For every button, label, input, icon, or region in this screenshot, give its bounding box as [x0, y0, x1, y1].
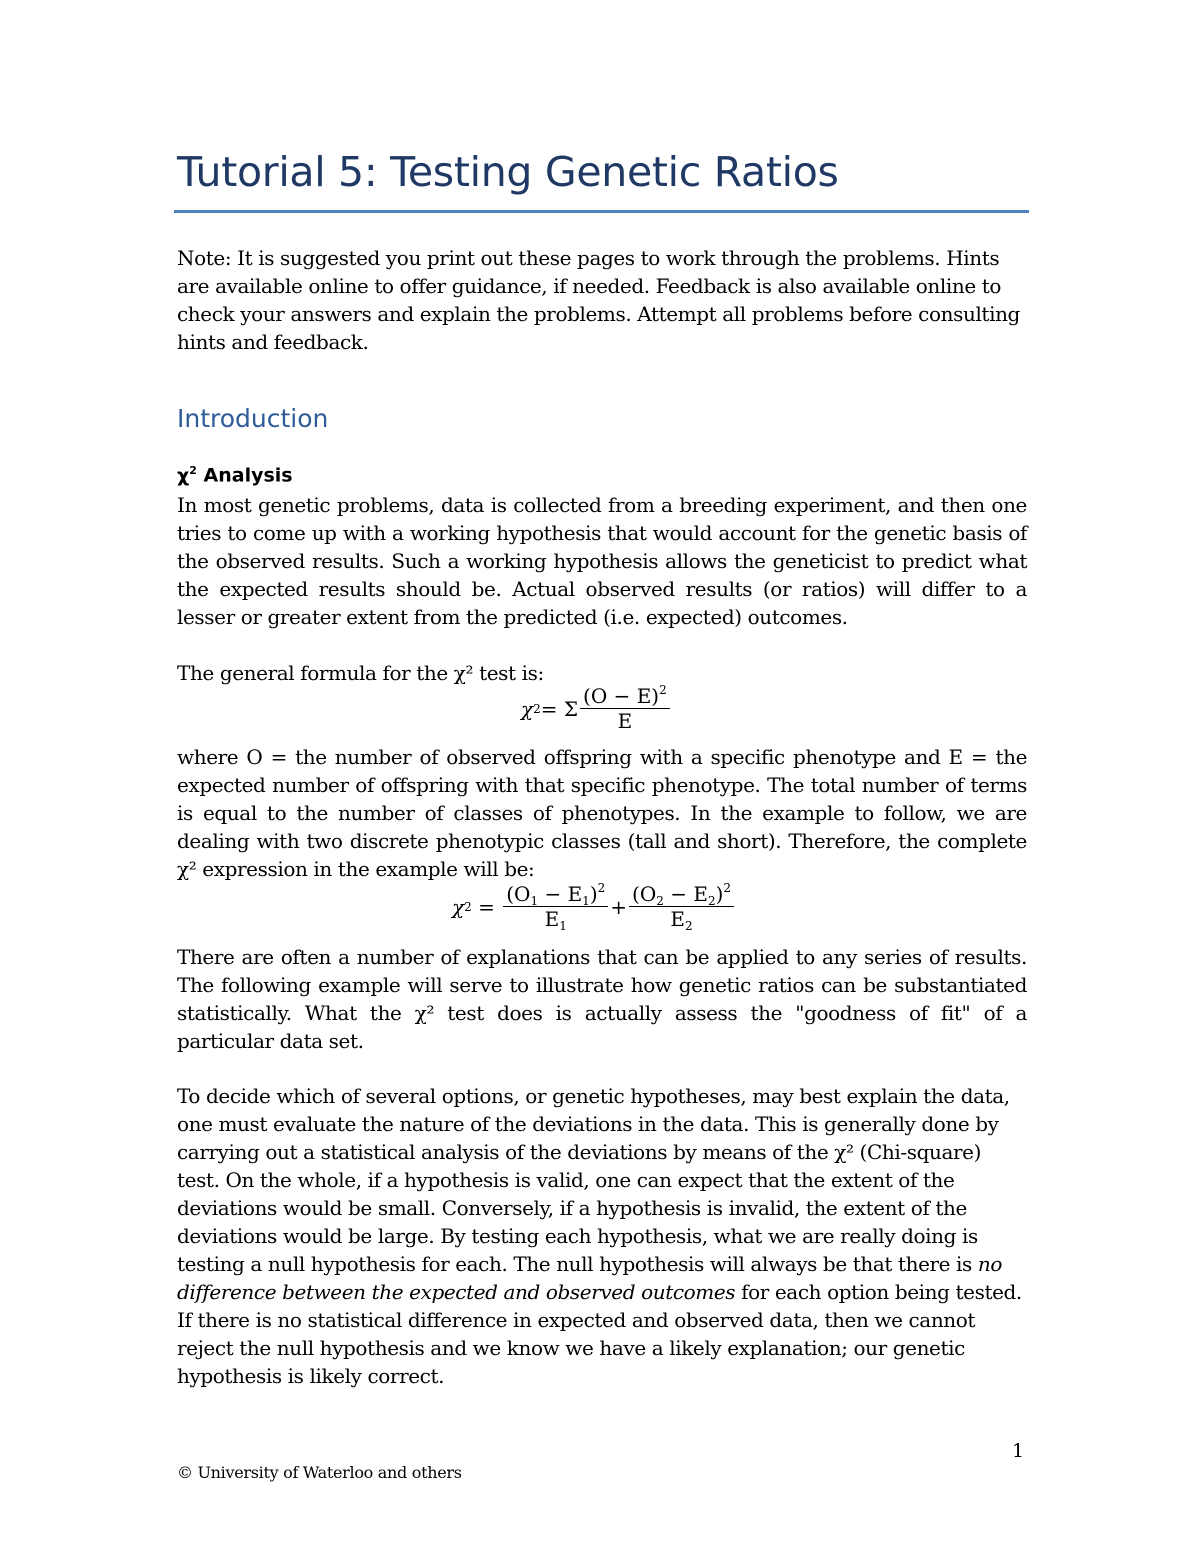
goodness-of-fit-paragraph: There are often a number of explanations that can be applied to any series of results. The following example will serve to illustrate how genetic ratios can be substantiated statistically. What the χ² test does is actually assess the "goodness of fit" of a particular data set. [177, 945, 1027, 1053]
formula-chi: χ [521, 696, 534, 721]
null-hypothesis-emphasis: no difference between the expected and observed outcomes [177, 1252, 1002, 1304]
chi-exponent: 2 [189, 464, 197, 477]
formula2-term2: $\frac{(O_2 - E_2)^2}{E_2}$ [629, 882, 734, 931]
chi-symbol: χ [177, 464, 190, 487]
formula2-term1: $\frac{(O_1 - E_1)^2}{E_1}$ [503, 882, 608, 931]
title-underline [174, 210, 1029, 213]
null-hypothesis-text-a: To decide which of several options, or genetic hypotheses, may best explain the data, one must evaluate the nature of the deviations in the data. This is generally done by carrying out a statistical analysis of the deviations by means of the χ² (Chi-square) test. On the whole, if a hypothesis is valid, one can expect that the extent of the deviations would be small. Conversely, if a hypothesis is invalid, the extent of the deviations would be large. By testing each hypothesis, what we are really doing is testing a null hypothesis for each. The null hypothesis will always be that there is [177, 1084, 1010, 1276]
null-hypothesis-paragraph [177, 1082, 1027, 1390]
formula-fraction [580, 684, 670, 733]
expanded-formula: χ 2 = $\frac{(O_1 - E_1)^2}{E_1}$ + $\frac{(O_2 - E_2)^2}{E_2}$ [452, 882, 736, 931]
formula2-plus: + [610, 894, 628, 919]
formula-intro: The general formula for the χ² test is: [177, 661, 544, 685]
subheading [177, 464, 293, 486]
footer-copyright: © University of Waterloo and others [177, 1463, 462, 1482]
page-title: Tutorial 5: Testing Genetic Ratios [177, 148, 839, 196]
page-number: 1 [1012, 1440, 1025, 1462]
formula-numerator: (O − E) [583, 684, 660, 708]
formula-denominator: E [617, 709, 633, 733]
general-formula: χ 2 = Σ $\frac{(O - E)^2}{E}$ [521, 684, 672, 733]
formula2-chi: χ [452, 894, 465, 919]
note-paragraph: Note: It is suggested you print out these pages to work through the problems. Hints are available online to offer guidance, if needed. Feedback is also available online to check your answers and explain the problems. Attempt all problems before consulting hints and feedback. [177, 246, 1020, 354]
subheading-text: Analysis [196, 464, 293, 487]
null-hypothesis-text-b: for each option being tested. If there is no statistical difference in expected and observed data, then we cannot reject the null hypothesis and we know we have a likely explanation; our genetic hypothesis is likely correct. [177, 1280, 1022, 1388]
formula2-equals: = [471, 894, 502, 919]
definition-paragraph: where O = the number of observed offspring with a specific phenotype and E = the expected number of offspring with that specific phenotype. The total number of terms is equal to the number of classes of phenotypes. In the example to follow, we are dealing with two discrete phenotypic classes (tall and short). Therefore, the complete χ² expression in the example will be: [177, 745, 1027, 881]
formula-equals-sigma: = Σ [540, 696, 579, 721]
formula-numerator-exp: 2 [659, 683, 667, 697]
section-heading: Introduction [177, 404, 329, 433]
intro-paragraph: In most genetic problems, data is collected from a breeding experiment, and then one tries to come up with a working hypothesis that would account for the genetic basis of the observed results. Such a working hypothesis allows the geneticist to predict what the expected results should be. Actual observed results (or ratios) will differ to a lesser or greater extent from the predicted (i.e. expected) outcomes. [177, 493, 1027, 629]
